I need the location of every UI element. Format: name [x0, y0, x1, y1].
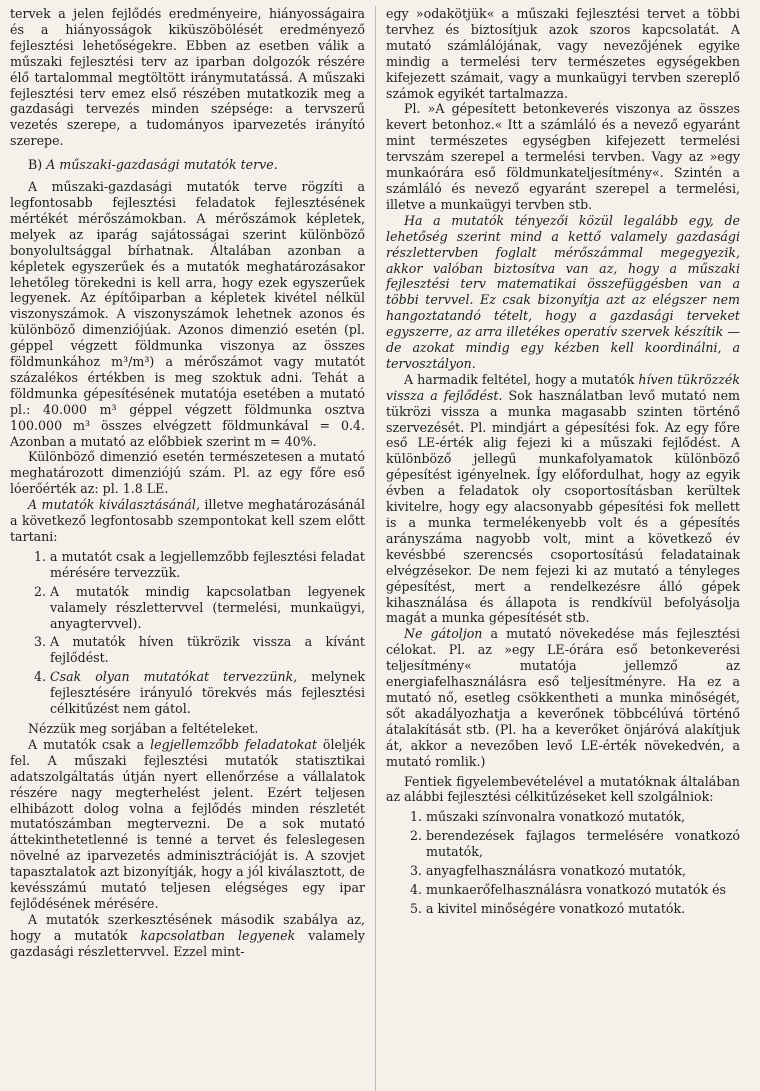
- italic-phrase: kapcsolatban legyenek: [140, 927, 296, 943]
- goals-list: [386, 809, 740, 916]
- italic-phrase: Ne gátoljon: [404, 626, 483, 642]
- text-run: A mutatók csak a: [28, 736, 151, 752]
- paragraph: Különböző dimenzió esetén természetesen a mutató meghatározott dimenziójú szám. Pl. az egy főre eső lóerőérték az: pl. 1.8 LE.: [10, 449, 365, 497]
- list-item: 3. anyagfelhasználásra vonatkozó mutatók,: [426, 863, 740, 879]
- list-item: [50, 669, 365, 717]
- text-run: A mutatók szerkesztésének második szabálya az, hogy a mutatók: [10, 911, 365, 943]
- italic-phrase: híven tükrözzék vissza a fejlődést.: [386, 371, 740, 403]
- paragraph: [386, 372, 740, 627]
- italic-phrase: legjellemzőbb feladatokat: [150, 736, 317, 752]
- italic-phrase: Csak olyan mutatókat tervezzünk,: [50, 669, 298, 685]
- list-item: 1. a mutatót csak a legjellemzőbb fejlesztési feladat mérésére tervezzük.: [50, 549, 365, 581]
- paragraph: [10, 912, 365, 960]
- paragraph: egy »odakötjük« a műszaki fejlesztési tervet a többi tervhez és biztosítjuk azok szoros kapcsolatát. A mutató számlálójának, vagy nevezőjének egyike mindig a termelési terv természetes egységekben kifejezett számait, vagy a munkaügyi tervben szereplő számok egyikét tartalmazza.: [386, 6, 740, 101]
- list-item: 4. munkaerőfelhasználásra vonatkozó mutatók és: [426, 882, 740, 898]
- paragraph: Fentiek figyelembevételével a mutatóknak általában az alábbi fejlesztési célkitűzéseket kell szolgálniok:: [386, 773, 740, 805]
- paragraph: [386, 626, 740, 769]
- list-item: 3. A mutatók híven tükrözik vissza a kívánt fejlődést.: [50, 634, 365, 666]
- text-run: A harmadik feltétel, hogy a mutatók: [404, 371, 639, 387]
- paragraph-italic: Ha a mutatók tényezői közül legalább egy, de lehetőség szerint mind a kettő valamely gazdasági részlettervben foglalt mérőszámmal megegyezik, akkor valóban biztosítva van az, hogy a műszaki fejlesztési terv matematikai összefüggésben van a többi tervvel. Ez csak bizonyítja azt az elégszer nem hangoztatandó tételt, hogy a gazdasági terveket egyszerre, az arra illetékes operatív szervek készítik — de azokat mindig egy kézben kell koordinálni, a tervosztályon.: [386, 212, 740, 371]
- text-run: valamely gazdasági részlettervvel. Ezzel mint-: [10, 927, 366, 959]
- section-heading-prefix: B): [28, 157, 43, 173]
- paragraph: Pl. »A gépesített betonkeverés viszonya az összes kevert betonhoz.« Itt a számláló és a nevező egyaránt mint természetes egységben kifejezett termelési tervszám szerepel a termelési tervben. Vagy az »egy munkaórára eső földmunkateljesítmény«. Szintén a számláló és nevező egyaránt szerepel a termelési, illetve a munkaügyi tervben stb.: [386, 101, 740, 212]
- paragraph: [10, 737, 365, 912]
- section-heading-title: A műszaki-gazdasági mutatók terve.: [46, 157, 278, 173]
- left-column: [10, 6, 375, 1091]
- section-heading: [28, 157, 365, 173]
- right-column: [375, 6, 740, 1091]
- list-item: 5. a kivitel minőségére vonatkozó mutatók.: [426, 901, 740, 917]
- requirements-list: [10, 549, 365, 717]
- text-run: melynek fejlesztésére irányuló törekvés más fejlesztési célkitűzést nem gátol.: [50, 669, 365, 717]
- text-run: Sok használatban levő mutató nem tükrözi vissza a munka magasabb szinten történő szervezését. Pl. mindjárt a gépesítési fok. Az egy főre eső LE-érték alig fejezi ki a műszaki fejlődést. A különböző jellegű munkafolyamatok különböző gépesítést igényelnek. Így előfordulhat, hogy az egyik évben a feladatok oly csoportosításban kerültek kivitelre, hogy egy alacsonyabb gépesítési fok mellett is a munka termelékenyebb volt és a gépesítés arányszáma nagyobb volt, mint a következő év kevésbbé szerencsés csoportosítású feladatainak elvégzésekor. De nem fejezi ki az mutató a tényleges gépesítést, mert a rendelkezésre álló gépek kihasználása és állapota is rendkívül befolyásolja magát a munka gépesítését stb.: [386, 387, 740, 626]
- paragraph: A műszaki-gazdasági mutatók terve rögzíti a legfontosabb fejlesztési feladatok fejlesztésének mértékét mérőszámokban. A mérőszámok képletek, melyek az iparág sajátosságai szerint különböző bonyolultsággal bírhatnak. Általában azonban a képletek egyszerűek és a mutatók meghatározásakor lehetőleg törekedni is kell arra, hogy ezek egyszerűek legyenek. Az építőiparban a képletek kivétel nélkül viszonyszámok. A viszonyszámok lehetnek azonos és különböző dimenziójúak. Azonos dimenzió esetén (pl. géppel végzett földmunka viszonya az összes földmunkához m³/m³) a mérőszámot vagy mutatót százalékos értékben is meg szoktuk adni. Tehát a földmunka gépesítésének mutatója esetében a mutató pl.: 40.000 m³ géppel végzett földmunka osztva 100.000 m³ összes elvégzett földmunkával = 0.4. Azonban a mutató az előbbiek szerint m = 40%.: [10, 179, 365, 449]
- paragraph: tervek a jelen fejlődés eredményeire, hiányosságaira és a hiányosságok kiküszöbölését eredményező fejlesztési lehetőségekre. Ebben az esetben válik a műszaki fejlesztési terv az iparban dolgozók részére élő tartalommal megtöltött iránymutatássá. A műszaki fejlesztési terv emez első részében mutatkozik meg a gazdasági tervezés minden szépsége: a tervszerű vezetés szerepe, a tudományos iparvezetés irányító szerepe.: [10, 6, 365, 149]
- text-run: a mutató növekedése más fejlesztési célokat. Pl. az »egy LE-órára eső betonkeverési teljesítmény« mutatója jellemző az energiafelhasználásra eső teljesítményre. Ha ez a mutató nő, esetleg csökkentheti a munka minőségét, sőt akadályozhatja a keverőnek többcélúvá történő átalakítását stb. (Pl. ha a keverőket önjáróvá alakítjuk át, akkor a nevezőben levő LE-érték növekedvén, a mutató romlik.): [386, 626, 740, 769]
- paragraph: Nézzük meg sorjában a feltételeket.: [28, 720, 259, 736]
- text-run: illetve meghatározásánál a következő legfontosabb szempontokat kell szem előtt tartani:: [10, 497, 366, 544]
- text-run: öleljék fel. A műszaki fejlesztési mutatók statisztikai adatszolgáltatás útján nyert ellenőrzése a vállalatok részére nagy megterhelést jelent. Ezért teljesen elhibázott dolog volna a fejlődés minden részletét mutatószámban megtervezni. De a sok mutató áttekinthetetlenné is tenné a tervet és feleslegesen növelné az iparvezetés adminisztrációját is. A szovjet tapasztalatok azt bizonyítják, hogy a jól kiválasztott, de kevésszámú mutató teljesen elégséges egy ipar fejlődésének mérésére.: [10, 736, 365, 911]
- italic-phrase: A mutatók kiválasztásánál,: [28, 497, 200, 513]
- list-item: 2. A mutatók mindig kapcsolatban legyenek valamely részlettervvel (termelési, munkaügyi, anyagtervvel).: [50, 584, 365, 632]
- paragraph: [10, 497, 365, 545]
- list-item: 2. berendezések fajlagos termelésére vonatkozó mutatók,: [426, 828, 740, 860]
- list-item: 1. műszaki színvonalra vonatkozó mutatók,: [426, 809, 740, 825]
